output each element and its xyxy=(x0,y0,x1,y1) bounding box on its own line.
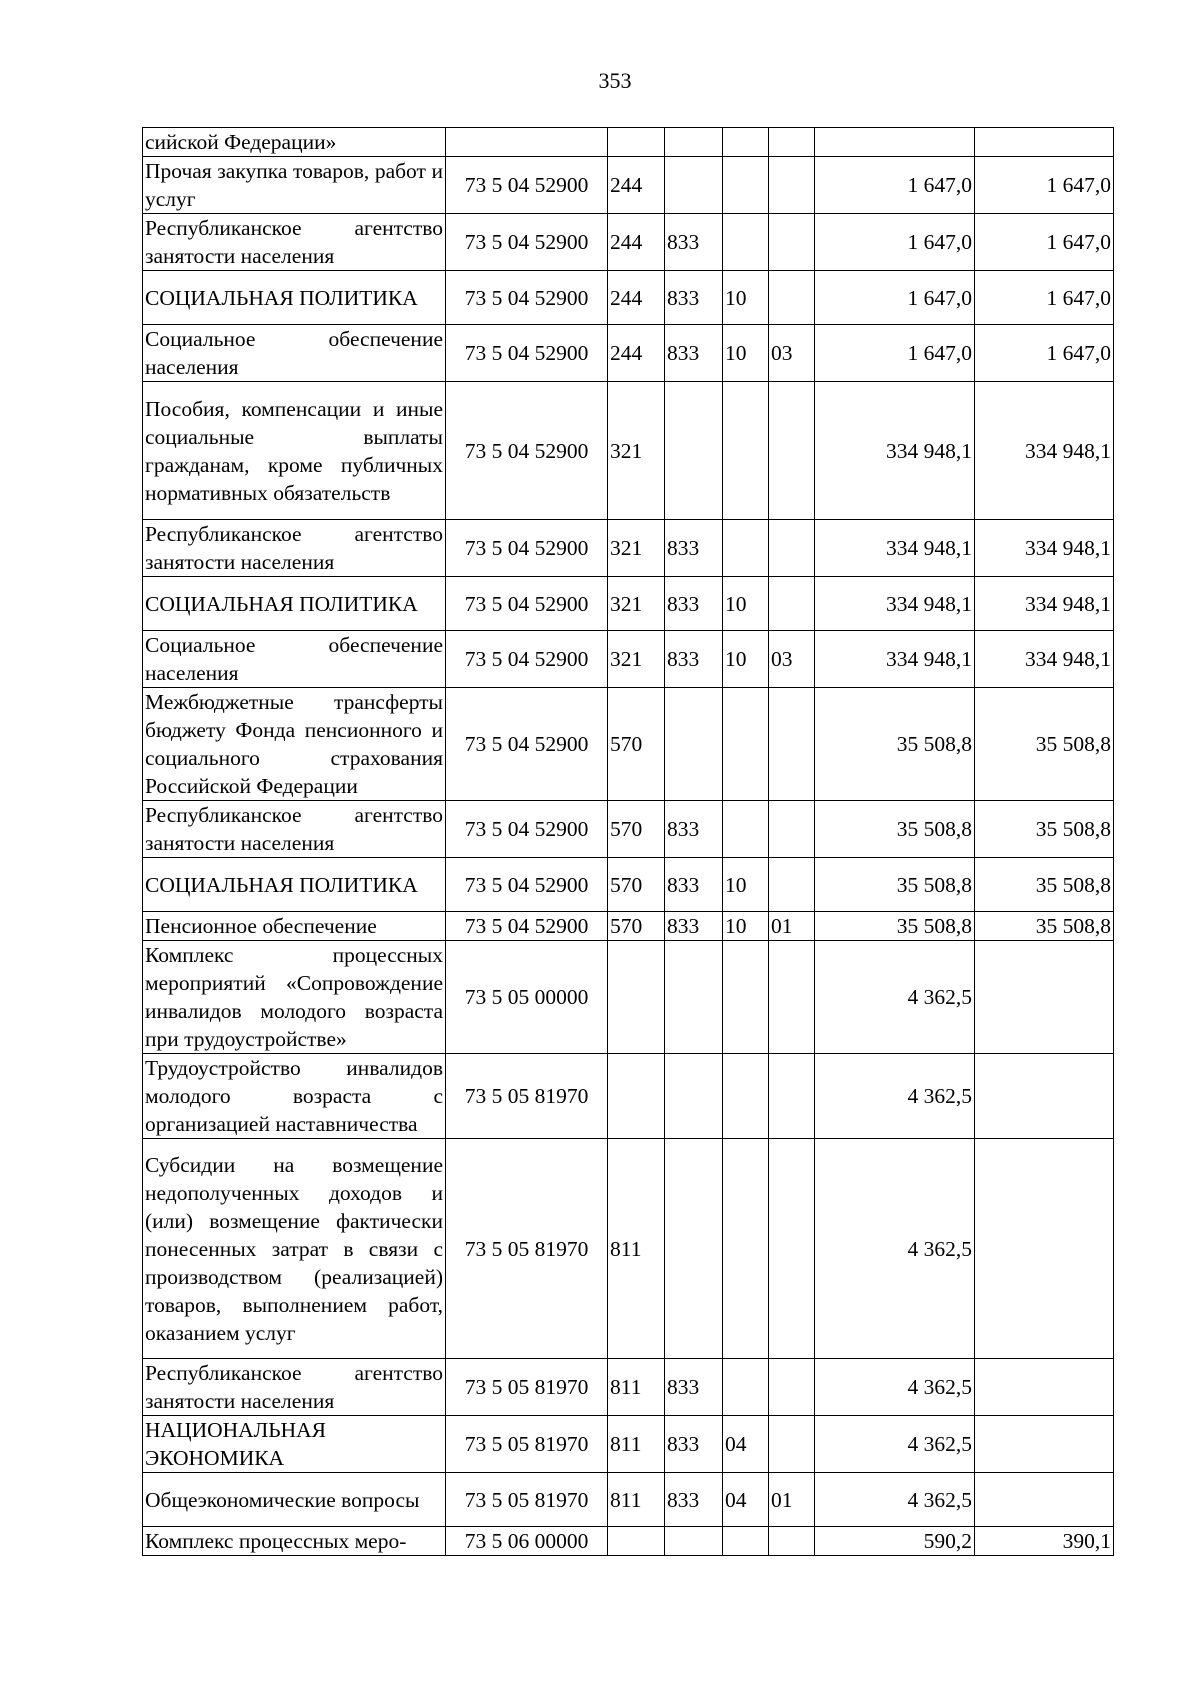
table-row xyxy=(143,128,1114,157)
item-name-cell: Республиканское агентство занятости населения xyxy=(143,520,446,577)
table-row xyxy=(143,157,1114,214)
item-name-cell: Пособия, компенсации и иные социальные выплаты гражданам, кроме публичных нормативных обязательств xyxy=(143,382,446,520)
expense-type-cell: 570 xyxy=(608,858,665,912)
amount-year-1-cell: 590,2 xyxy=(815,1527,975,1556)
table-row xyxy=(143,688,1114,801)
amount-year-1-cell: 35 508,8 xyxy=(815,858,975,912)
table-row xyxy=(143,941,1114,1054)
section-cell xyxy=(723,382,769,520)
agency-code-cell: 833 xyxy=(665,1359,723,1416)
target-code-cell: 73 5 04 52900 xyxy=(446,912,608,941)
target-code-cell: 73 5 04 52900 xyxy=(446,688,608,801)
section-cell: 10 xyxy=(723,325,769,382)
amount-year-1-cell: 1 647,0 xyxy=(815,214,975,271)
table-row xyxy=(143,1416,1114,1473)
item-name-cell: Прочая закупка товаров, работ и услуг xyxy=(143,157,446,214)
subsection-cell xyxy=(769,128,815,157)
expense-type-cell: 321 xyxy=(608,382,665,520)
item-name-cell: Социальное обеспечение населения xyxy=(143,325,446,382)
amount-year-1-cell xyxy=(815,128,975,157)
target-code-cell: 73 5 05 81970 xyxy=(446,1359,608,1416)
subsection-cell xyxy=(769,157,815,214)
amount-year-2-cell: 390,1 xyxy=(975,1527,1114,1556)
agency-code-cell: 833 xyxy=(665,325,723,382)
expense-type-cell: 244 xyxy=(608,214,665,271)
table-row xyxy=(143,271,1114,325)
subsection-cell xyxy=(769,271,815,325)
expense-type-cell: 570 xyxy=(608,912,665,941)
subsection-cell xyxy=(769,858,815,912)
expense-type-cell xyxy=(608,941,665,1054)
section-cell xyxy=(723,1359,769,1416)
amount-year-1-cell: 334 948,1 xyxy=(815,631,975,688)
item-name-cell: Субсидии на возмещение недополученных доходов и (или) возмещение фактически понесенных затрат в связи с производством (реализацией) товаров, выполнением работ, оказанием услуг xyxy=(143,1139,446,1359)
amount-year-2-cell: 1 647,0 xyxy=(975,214,1114,271)
target-code-cell: 73 5 06 00000 xyxy=(446,1527,608,1556)
subsection-cell xyxy=(769,1416,815,1473)
agency-code-cell: 833 xyxy=(665,631,723,688)
amount-year-2-cell: 1 647,0 xyxy=(975,325,1114,382)
budget-table xyxy=(142,127,1114,1556)
table-row xyxy=(143,520,1114,577)
item-name-cell: Общеэкономические вопросы xyxy=(143,1473,446,1527)
target-code-cell: 73 5 04 52900 xyxy=(446,214,608,271)
amount-year-2-cell xyxy=(975,1359,1114,1416)
amount-year-2-cell: 334 948,1 xyxy=(975,577,1114,631)
section-cell xyxy=(723,801,769,858)
amount-year-2-cell: 35 508,8 xyxy=(975,688,1114,801)
agency-code-cell: 833 xyxy=(665,271,723,325)
subsection-cell xyxy=(769,577,815,631)
subsection-cell: 01 xyxy=(769,1473,815,1527)
amount-year-2-cell: 1 647,0 xyxy=(975,271,1114,325)
agency-code-cell xyxy=(665,1054,723,1139)
agency-code-cell: 833 xyxy=(665,1473,723,1527)
item-name-cell: Социальное обеспечение населения xyxy=(143,631,446,688)
amount-year-2-cell xyxy=(975,1054,1114,1139)
target-code-cell: 73 5 04 52900 xyxy=(446,631,608,688)
amount-year-2-cell xyxy=(975,1473,1114,1527)
amount-year-2-cell: 334 948,1 xyxy=(975,382,1114,520)
target-code-cell: 73 5 04 52900 xyxy=(446,577,608,631)
table-row xyxy=(143,912,1114,941)
table-row xyxy=(143,1139,1114,1359)
amount-year-1-cell: 1 647,0 xyxy=(815,271,975,325)
amount-year-1-cell: 4 362,5 xyxy=(815,1416,975,1473)
agency-code-cell: 833 xyxy=(665,858,723,912)
amount-year-2-cell: 334 948,1 xyxy=(975,631,1114,688)
subsection-cell xyxy=(769,1139,815,1359)
amount-year-1-cell: 35 508,8 xyxy=(815,688,975,801)
expense-type-cell: 570 xyxy=(608,801,665,858)
amount-year-1-cell: 334 948,1 xyxy=(815,382,975,520)
subsection-cell xyxy=(769,801,815,858)
amount-year-2-cell xyxy=(975,941,1114,1054)
table-row xyxy=(143,1054,1114,1139)
item-name-cell: СОЦИАЛЬНАЯ ПОЛИТИКА xyxy=(143,858,446,912)
section-cell xyxy=(723,1054,769,1139)
amount-year-2-cell: 35 508,8 xyxy=(975,912,1114,941)
table-row xyxy=(143,1527,1114,1556)
subsection-cell xyxy=(769,688,815,801)
amount-year-2-cell: 35 508,8 xyxy=(975,801,1114,858)
subsection-cell xyxy=(769,941,815,1054)
section-cell: 10 xyxy=(723,912,769,941)
item-name-cell: сийской Федерации» xyxy=(143,128,446,157)
table-row xyxy=(143,801,1114,858)
amount-year-1-cell: 4 362,5 xyxy=(815,1139,975,1359)
section-cell: 10 xyxy=(723,577,769,631)
section-cell: 04 xyxy=(723,1473,769,1527)
agency-code-cell xyxy=(665,1527,723,1556)
table-body xyxy=(143,128,1114,1556)
expense-type-cell xyxy=(608,1527,665,1556)
agency-code-cell xyxy=(665,1139,723,1359)
amount-year-2-cell: 334 948,1 xyxy=(975,520,1114,577)
item-name-cell: Межбюджетные трансферты бюджету Фонда пенсионного и социального страхования Российской Федерации xyxy=(143,688,446,801)
expense-type-cell: 244 xyxy=(608,325,665,382)
target-code-cell: 73 5 04 52900 xyxy=(446,157,608,214)
agency-code-cell: 833 xyxy=(665,214,723,271)
section-cell: 10 xyxy=(723,271,769,325)
item-name-cell: Комплекс процессных мероприятий «Сопровождение инвалидов молодого возраста при трудоустройстве» xyxy=(143,941,446,1054)
page-number: 353 xyxy=(598,68,632,93)
agency-code-cell xyxy=(665,382,723,520)
table-row xyxy=(143,1473,1114,1527)
subsection-cell xyxy=(769,382,815,520)
agency-code-cell: 833 xyxy=(665,1416,723,1473)
amount-year-1-cell: 334 948,1 xyxy=(815,520,975,577)
subsection-cell: 03 xyxy=(769,325,815,382)
item-name-cell: НАЦИОНАЛЬНАЯ ЭКОНОМИКА xyxy=(143,1416,446,1473)
item-name-cell: СОЦИАЛЬНАЯ ПОЛИТИКА xyxy=(143,271,446,325)
agency-code-cell: 833 xyxy=(665,520,723,577)
subsection-cell xyxy=(769,1359,815,1416)
amount-year-1-cell: 4 362,5 xyxy=(815,1359,975,1416)
item-name-cell: Республиканское агентство занятости населения xyxy=(143,1359,446,1416)
amount-year-1-cell: 1 647,0 xyxy=(815,325,975,382)
subsection-cell xyxy=(769,1527,815,1556)
expense-type-cell: 321 xyxy=(608,631,665,688)
table-row xyxy=(143,858,1114,912)
item-name-cell: Пенсионное обеспечение xyxy=(143,912,446,941)
table-row xyxy=(143,577,1114,631)
table-row xyxy=(143,214,1114,271)
expense-type-cell: 811 xyxy=(608,1416,665,1473)
target-code-cell: 73 5 05 81970 xyxy=(446,1416,608,1473)
agency-code-cell xyxy=(665,157,723,214)
target-code-cell: 73 5 05 81970 xyxy=(446,1139,608,1359)
section-cell xyxy=(723,157,769,214)
section-cell xyxy=(723,520,769,577)
expense-type-cell: 321 xyxy=(608,577,665,631)
expense-type-cell: 570 xyxy=(608,688,665,801)
amount-year-2-cell xyxy=(975,1416,1114,1473)
item-name-cell: Республиканское агентство занятости населения xyxy=(143,214,446,271)
target-code-cell: 73 5 04 52900 xyxy=(446,382,608,520)
target-code-cell: 73 5 04 52900 xyxy=(446,520,608,577)
target-code-cell: 73 5 04 52900 xyxy=(446,801,608,858)
subsection-cell: 03 xyxy=(769,631,815,688)
section-cell: 10 xyxy=(723,858,769,912)
agency-code-cell: 833 xyxy=(665,801,723,858)
target-code-cell: 73 5 05 81970 xyxy=(446,1054,608,1139)
section-cell xyxy=(723,688,769,801)
amount-year-1-cell: 4 362,5 xyxy=(815,1054,975,1139)
agency-code-cell xyxy=(665,128,723,157)
table-row xyxy=(143,631,1114,688)
target-code-cell: 73 5 04 52900 xyxy=(446,858,608,912)
subsection-cell: 01 xyxy=(769,912,815,941)
agency-code-cell xyxy=(665,688,723,801)
item-name-cell: СОЦИАЛЬНАЯ ПОЛИТИКА xyxy=(143,577,446,631)
target-code-cell: 73 5 04 52900 xyxy=(446,325,608,382)
amount-year-2-cell xyxy=(975,1139,1114,1359)
amount-year-2-cell: 1 647,0 xyxy=(975,157,1114,214)
amount-year-1-cell: 35 508,8 xyxy=(815,912,975,941)
section-cell xyxy=(723,1527,769,1556)
table-row xyxy=(143,1359,1114,1416)
amount-year-1-cell: 334 948,1 xyxy=(815,577,975,631)
section-cell: 10 xyxy=(723,631,769,688)
expense-type-cell: 244 xyxy=(608,157,665,214)
item-name-cell: Республиканское агентство занятости населения xyxy=(143,801,446,858)
target-code-cell: 73 5 05 81970 xyxy=(446,1473,608,1527)
table-row xyxy=(143,325,1114,382)
amount-year-1-cell: 35 508,8 xyxy=(815,801,975,858)
item-name-cell: Трудоустройство инвалидов молодого возраста с организацией наставничества xyxy=(143,1054,446,1139)
agency-code-cell xyxy=(665,941,723,1054)
amount-year-2-cell xyxy=(975,128,1114,157)
table-row xyxy=(143,382,1114,520)
expense-type-cell: 244 xyxy=(608,271,665,325)
section-cell xyxy=(723,214,769,271)
expense-type-cell xyxy=(608,1054,665,1139)
expense-type-cell xyxy=(608,128,665,157)
section-cell xyxy=(723,941,769,1054)
agency-code-cell: 833 xyxy=(665,912,723,941)
section-cell: 04 xyxy=(723,1416,769,1473)
subsection-cell xyxy=(769,520,815,577)
subsection-cell xyxy=(769,214,815,271)
amount-year-1-cell: 4 362,5 xyxy=(815,941,975,1054)
item-name-cell: Комплекс процессных меро- xyxy=(143,1527,446,1556)
section-cell xyxy=(723,128,769,157)
expense-type-cell: 811 xyxy=(608,1139,665,1359)
amount-year-1-cell: 4 362,5 xyxy=(815,1473,975,1527)
agency-code-cell: 833 xyxy=(665,577,723,631)
expense-type-cell: 811 xyxy=(608,1359,665,1416)
expense-type-cell: 811 xyxy=(608,1473,665,1527)
target-code-cell xyxy=(446,128,608,157)
amount-year-1-cell: 1 647,0 xyxy=(815,157,975,214)
amount-year-2-cell: 35 508,8 xyxy=(975,858,1114,912)
section-cell xyxy=(723,1139,769,1359)
target-code-cell: 73 5 04 52900 xyxy=(446,271,608,325)
target-code-cell: 73 5 05 00000 xyxy=(446,941,608,1054)
subsection-cell xyxy=(769,1054,815,1139)
expense-type-cell: 321 xyxy=(608,520,665,577)
